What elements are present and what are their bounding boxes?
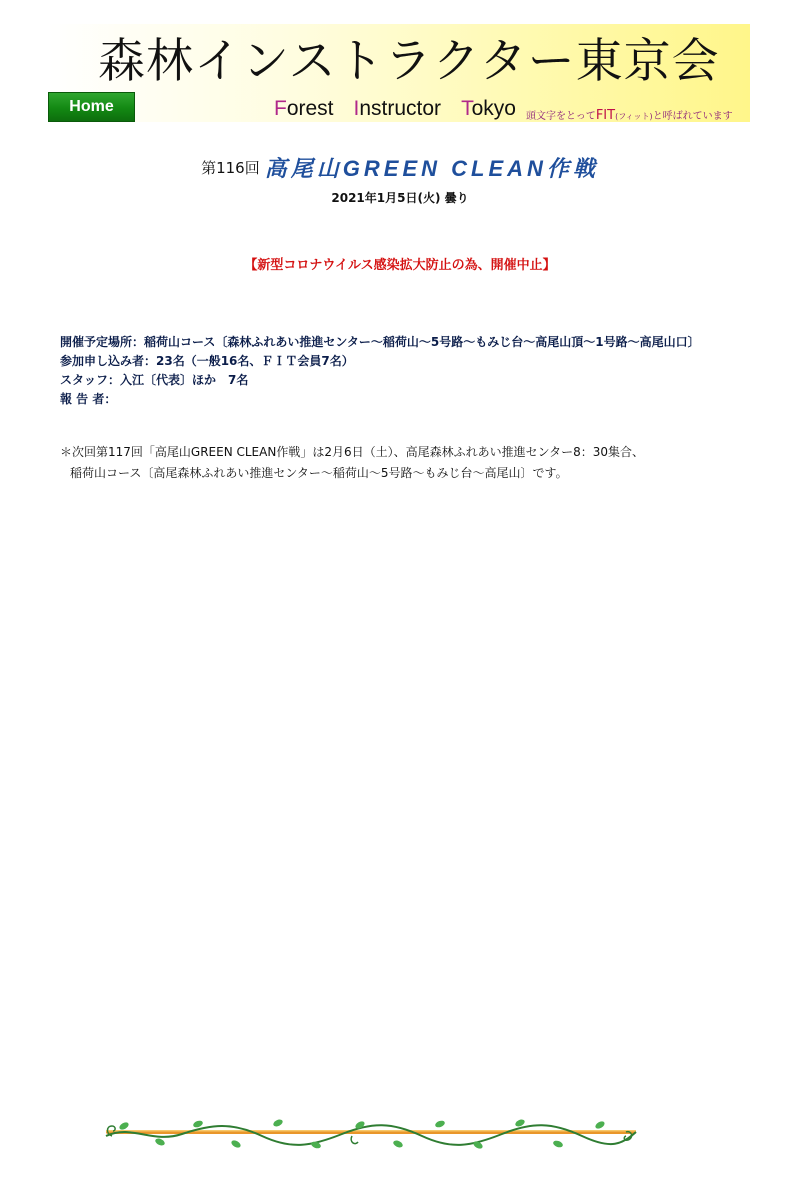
next-event-line1: ＊次回第117回「高尾山GREEN CLEAN作戦」は2月6日（土）、高尾森林ふれあい推進センター8：30集合、 [60,445,645,459]
event-title: 高尾山GREEN CLEAN作戦 [264,156,599,181]
word3-initial: T [461,97,472,120]
acronym-prefix: 頭文字をとって [526,111,596,122]
cancel-notice: 【新型コロナウイルス感染拡大防止の為、開催中止】 [244,258,556,273]
event-number: 第116回 [201,159,260,177]
reporter-line: 報 告 者： [60,392,117,406]
word2-rest: nstructor [359,97,442,120]
next-event-note [60,442,760,484]
header-banner [48,24,750,122]
acronym-reading: (フィット) [615,112,653,121]
word3-rest: okyo [471,97,516,120]
event-heading [0,152,800,183]
word1-initial: F [274,97,287,120]
event-date-weather: 2021年1月5日(火) 曇り [331,191,469,205]
acronym-fit: FIT [595,108,616,123]
site-title: 森林インストラクター東京会 [98,34,720,89]
acronym-note [526,107,733,123]
org-english-name [274,97,516,121]
applicants-line: 参加申し込み者：23名（一般16名、ＦＩＴ会員7名） [60,354,354,368]
word2-initial: I [353,97,360,120]
word1-rest: orest [286,97,334,120]
location-line: 開催予定場所：稲荷山コース〔森林ふれあい推進センター～稲荷山～5号路～もみじ台～高尾山頂～1号路～高尾山口〕 [60,335,700,349]
vine-divider [102,1114,640,1158]
next-event-line2: 稲荷山コース〔高尾森林ふれあい推進センター～稲荷山～5号路～もみじ台～高尾山〕です。 [70,466,568,480]
acronym-suffix: と呼ばれています [652,111,733,122]
event-details [60,333,760,409]
staff-line: スタッフ：入江〔代表〕ほか 7名 [60,373,249,387]
home-button[interactable]: Home [48,92,135,122]
